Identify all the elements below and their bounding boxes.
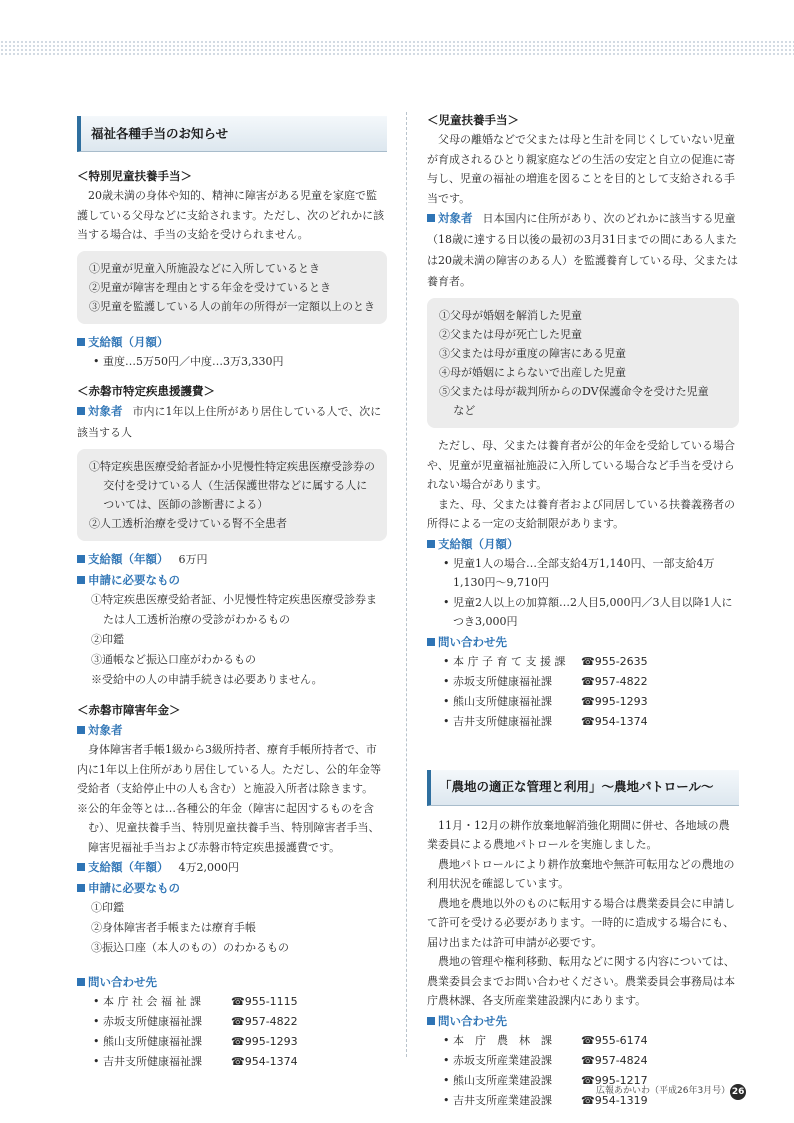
contact-row	[427, 712, 739, 732]
special-child-conditions-box	[77, 251, 387, 324]
required-item: ③振込口座（本人のもの）のわかるもの	[91, 941, 289, 954]
pension-heading: ＜赤磐市障害年金＞	[77, 703, 181, 717]
special-child-intro: 20歳未満の身体や知的、精神に障害がある児童を家庭で監護している父母などに支給されます。ただし、次のどれかに該当する場合は、手当の支給を受けられません。	[77, 189, 385, 241]
square-marker-icon	[77, 407, 85, 415]
disease-conditions-box	[77, 449, 387, 541]
condition-item: ③児童を監護している人の前年の所得が一定額以上のとき	[89, 299, 375, 313]
contact-row	[77, 1032, 387, 1052]
contact-phone: ☎957-4822	[581, 674, 648, 688]
required-item: ②印鑑	[91, 633, 124, 646]
welfare-section-title: 福祉各種手当のお知らせ	[77, 116, 387, 152]
contact-phone: ☎955-1115	[231, 995, 298, 1008]
contact-row	[77, 1012, 387, 1032]
child-support-target-text: 日本国内に住所があり、次のどれかに該当する児童（18歳に達する日以後の最初の3月31日までの間にある人または20歳未満の障害のある人）を監護養育している母、父または養育者。	[427, 212, 738, 288]
disease-amount: 支給額（年額） 6万円	[77, 549, 387, 570]
contact-phone: ☎995-1293	[581, 694, 648, 708]
right-column	[427, 110, 739, 1111]
contact-dept: • 熊山支所健康福祉課	[93, 1032, 231, 1052]
farmland-p1: 11月・12月の耕作放棄地解消強化期間に併せ、各地域の農業委員による農地パトロールを実施しました。	[427, 818, 730, 851]
contact-phone: ☎957-4824	[581, 1053, 648, 1067]
contact-dept: • 本 庁 農 林 課	[443, 1031, 581, 1051]
contact-phone: ☎995-1217	[581, 1073, 648, 1087]
farmland-section-title: 「農地の適正な管理と利用」～農地パトロール～	[427, 770, 739, 806]
condition-item: ②父または母が死亡した児童	[439, 328, 582, 341]
child-support-p2: また、母、父または養育者および同居している扶養義務者の所得による一定の支給制限があります。	[427, 497, 735, 530]
contact-phone: ☎957-4822	[231, 1015, 298, 1028]
contact-row	[77, 1052, 387, 1072]
contact-dept: • 熊山支所産業建設課	[443, 1071, 581, 1091]
square-marker-icon	[77, 726, 85, 734]
pension-note: ※公的年金等とは…各種公的年金（障害に起因するものを含む）、児童扶養手当、特別児童扶養手当、特別障害者手当、障害児福祉手当および赤磐市特定疾患援護費です。	[77, 801, 380, 854]
child-support-amount-heading: 支給額（月額）	[427, 534, 739, 554]
square-marker-icon	[427, 1017, 435, 1025]
contact-row	[77, 992, 387, 1012]
square-marker-icon	[427, 638, 435, 646]
special-child-amount-heading: 支給額（月額）	[77, 332, 387, 352]
child-support-amount: • 児童2人以上の加算額…2人目5,000円／3人目以降1人につき3,000円	[427, 593, 739, 632]
square-marker-icon	[77, 863, 85, 871]
square-marker-icon	[427, 540, 435, 548]
disease-note: ※受給中の人の申請手続きは必要ありません。	[91, 673, 323, 686]
required-item: ②身体障害者手帳または療育手帳	[91, 921, 256, 934]
column-divider	[406, 112, 407, 1057]
child-support-amount: • 児童1人の場合…全部支給4万1,140円、一部支給4万1,130円～9,710円	[427, 554, 739, 593]
required-item: ①印鑑	[91, 901, 124, 914]
left-column	[77, 116, 387, 1072]
contact-row	[427, 1031, 739, 1051]
contact-row	[427, 1051, 739, 1071]
contact-phone: ☎995-1293	[231, 1035, 298, 1048]
child-support-conditions-box	[427, 298, 739, 428]
contact-phone: ☎954-1374	[231, 1055, 298, 1068]
required-item: ①特定疾患医療受給者証、小児慢性特定疾患医療受診券または人工透析治療の受診がわかるもの	[91, 593, 377, 626]
publication-name: 広報あかいわ（平成26年3月号）	[596, 1086, 731, 1096]
child-support-heading: ＜児童扶養手当＞	[427, 113, 519, 127]
farmland-contact-heading: 問い合わせ先	[427, 1011, 739, 1031]
child-support-p1: ただし、母、父または養育者が公的年金を受給している場合や、児童が児童福祉施設に入所している場合など手当を受けられない場合があります。	[427, 439, 735, 491]
condition-item: ③父または母が重度の障害にある児童	[439, 347, 626, 360]
square-marker-icon	[427, 214, 435, 222]
square-marker-icon	[77, 978, 85, 986]
page-number: 26	[730, 1084, 746, 1100]
contact-dept: • 本 庁 子 育 て 支 援 課	[443, 652, 581, 672]
contact-dept: • 本 庁 社 会 福 祉 課	[93, 992, 231, 1012]
square-marker-icon	[77, 576, 85, 584]
condition-item: ①児童が児童入所施設などに入所しているとき	[89, 261, 320, 275]
disease-heading: ＜赤磐市特定疾患援護費＞	[77, 384, 215, 398]
condition-item: ④母が婚姻によらないで出産した児童	[439, 366, 626, 379]
child-support-target: 対象者 日本国内に住所があり、次のどれかに該当する児童（18歳に達する日以後の最初の3月31日までの間にある人または20歳未満の障害のある人）を監護養育している母、父または養育者。	[427, 211, 738, 288]
contact-phone: ☎955-6174	[581, 1033, 648, 1047]
contact-dept: • 赤坂支所産業建設課	[443, 1051, 581, 1071]
square-marker-icon	[77, 884, 85, 892]
page-footer	[596, 1082, 746, 1102]
farmland-p2: 農地パトロールにより耕作放棄地や無許可転用などの農地の利用状況を確認しています。	[427, 857, 735, 890]
pension-target-heading: 対象者	[77, 720, 387, 740]
special-child-heading: ＜特別児童扶養手当＞	[77, 169, 192, 183]
pension-amount: 支給額（年額） 4万2,000円	[77, 857, 387, 878]
contact-row	[427, 692, 739, 712]
disease-target-text: 市内に1年以上住所があり居住している人で、次に該当する人	[77, 405, 382, 439]
child-support-contact-heading: 問い合わせ先	[427, 632, 739, 652]
contact-phone: ☎955-2635	[581, 654, 648, 668]
required-item: ③通帳など振込口座がわかるもの	[91, 653, 256, 666]
pension-required-heading: 申請に必要なもの	[77, 878, 387, 898]
pension-amount-value: 4万2,000円	[178, 861, 239, 874]
condition-item: ⑤父または母が裁判所からのDV保護命令を受けた児童 など	[439, 385, 720, 417]
disease-required-heading: 申請に必要なもの	[77, 570, 387, 590]
contact-dept: • 熊山支所健康福祉課	[443, 692, 581, 712]
condition-item: ②人工透析治療を受けている腎不全患者	[89, 517, 287, 530]
contact-row	[427, 672, 739, 692]
contact-dept: • 吉井支所健康福祉課	[443, 712, 581, 732]
contact-dept: • 吉井支所産業建設課	[443, 1091, 581, 1111]
contact-dept: • 赤坂支所健康福祉課	[443, 672, 581, 692]
child-support-intro: 父母の離婚などで父または母と生計を同じくしていない児童が育成されるひとり親家庭などの生活の安定と自立の促進に寄与し、児童の福祉の増進を図ることを目的として支給される手当です。	[427, 133, 735, 205]
condition-item: ①特定疾患医療受給者証か小児慢性特定疾患医療受診券の交付を受けている人（生活保護世帯などに属する人については、医師の診断書による）	[89, 460, 375, 511]
disease-amount-value: 6万円	[178, 553, 208, 566]
header-dot-band	[0, 40, 794, 56]
welfare-contact-heading: 問い合わせ先	[77, 972, 387, 992]
condition-item: ②児童が障害を理由とする年金を受けているとき	[89, 280, 331, 294]
contact-dept: • 吉井支所健康福祉課	[93, 1052, 231, 1072]
pension-target-text: 身体障害者手帳1級から3級所持者、療育手帳所持者で、市内に1年以上住所があり居住している人。ただし、公的年金等受給者（支給停止中の人も含む）と施設入所者は除きます。	[77, 743, 381, 795]
contact-row	[427, 652, 739, 672]
disease-target: 対象者 市内に1年以上住所があり居住している人で、次に該当する人	[77, 404, 382, 439]
square-marker-icon	[77, 555, 85, 563]
square-marker-icon	[77, 338, 85, 346]
special-child-amount: • 重度…5万50円／中度…3万3,330円	[77, 352, 387, 372]
farmland-p4: 農地の管理や権利移動、転用などに関する内容については、農業委員会までお問い合わせください。農業委員会事務局は本庁農林課、各支所産業建設課内にあります。	[427, 955, 735, 1007]
condition-item: ①父母が婚姻を解消した児童	[439, 309, 582, 322]
contact-phone: ☎954-1319	[581, 1093, 648, 1107]
contact-dept: • 赤坂支所健康福祉課	[93, 1012, 231, 1032]
contact-phone: ☎954-1374	[581, 714, 648, 728]
farmland-p3: 農地を農地以外のものに転用する場合は農業委員会に申請して許可を受ける必要があります。一時的に造成する場合にも、届け出または許可申請が必要です。	[427, 896, 735, 949]
